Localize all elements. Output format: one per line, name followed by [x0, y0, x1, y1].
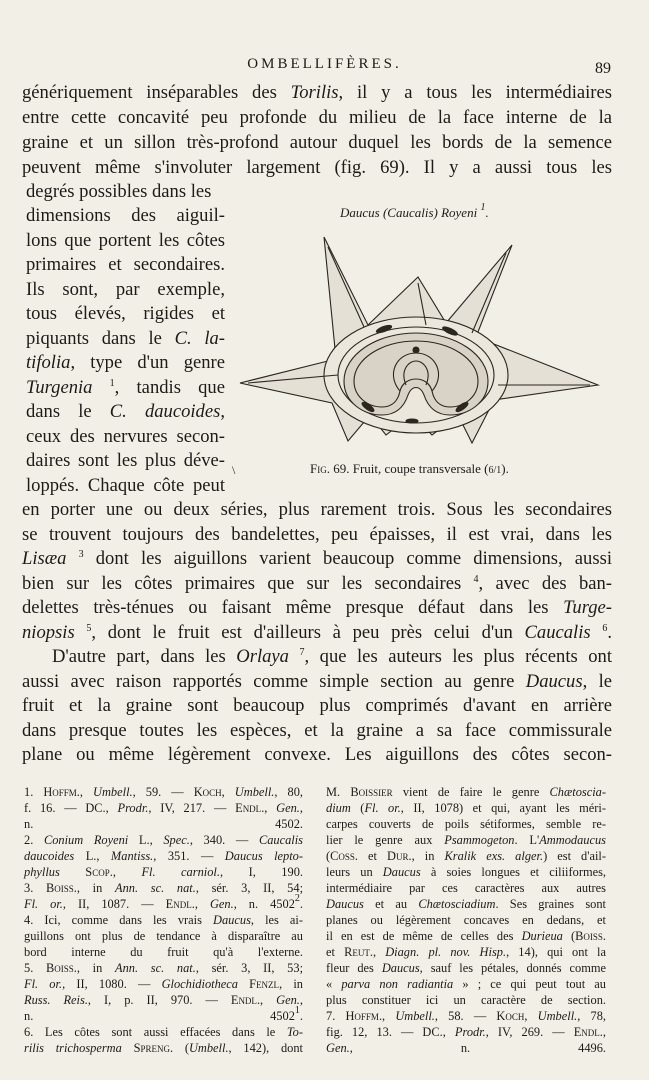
body-line: niopsis $^5$, dont le fruit est d'ailleurs à peu près celui d'un Caucalis $^6$. [22, 622, 612, 643]
body-line: ceux des nervures secon- [26, 426, 225, 447]
footnote-line: phyllus Scop., Fl. carniol., I, 190. [24, 865, 303, 879]
body-line: entre cette concavité peu profonde du milieu de la face interne de la [22, 107, 612, 128]
footnote-line: leurs un Daucus à soies longues et ciliiformes, [326, 865, 606, 879]
body-line: lons que portent les côtes [26, 230, 225, 251]
footnote-line: Fl. or., II, 1087. — Endl., Gen., n. 4502$^2$. [24, 893, 303, 911]
body-line: bien sur les côtes primaires que sur les secondaires $^4$, avec des ban- [22, 573, 612, 594]
footnote-line: 2. Conium Royeni L., Spec., 340. — Caucalis [24, 833, 303, 847]
figure-caption: Fig. 69. Fruit, coupe transversale (6/1). [310, 461, 509, 476]
footnote-line: et Reut., Diagn. pl. nov. Hisp., 14), qui ont la [326, 945, 606, 959]
body-line: en porter une ou deux séries, plus rarement trois. Sous les secondaires [22, 499, 612, 520]
footnote-line: daucoides L., Mantiss., 351. — Daucus lepto- [24, 849, 304, 863]
body-line: se trouvent toujours des bandelettes, peu épaisses, il est vrai, dans les [22, 524, 612, 545]
page-number: 89 [595, 60, 611, 77]
footnote-line: fig. 12, 13. — DC., Prodr., IV, 269. — Endl., [326, 1025, 606, 1039]
body-line: D'autre part, dans les Orlaya $^7$, que les auteurs les plus récents ont [52, 646, 612, 667]
footnote-line: dium (Fl. or., II, 1078) et qui, ayant les méri- [326, 801, 606, 815]
body-line: dans presque toutes les espèces, et la graine a sa face commissurale [22, 720, 612, 741]
figure-title: Daucus (Caucalis) Royeni $^1$. [340, 202, 489, 220]
footnote-line: 6. Les côtes sont aussi effacées dans le To- [24, 1025, 303, 1039]
body-line: fruit et la graine sont beaucoup plus comprimés d'avant en arrière [22, 695, 612, 716]
body-line: graine et un sillon très-profond autour duquel les bords de la semence [22, 132, 612, 153]
footnote-line: intermédiaire par ces caractères aux autres [326, 881, 606, 895]
footnote-line: n. 4502$^1$. [24, 1005, 303, 1023]
footnote-line: planes ou légèrement concaves en dedans, et [326, 913, 606, 927]
footnote-line: f. 16. — DC., Prodr., IV, 217. — Endl., Gen., [24, 801, 303, 815]
body-line: Ils sont, par exemple, [26, 279, 225, 300]
footnote-line: 1. Hoffm., Umbell., 59. — Koch, Umbell., 80, [24, 785, 303, 799]
footnote-line: Gen., n. 4496. [326, 1041, 606, 1055]
body-line: loppés. Chaque côte peut [26, 475, 225, 496]
footnote-line: 4. Ici, comme dans les vrais Daucus, les ai- [24, 913, 303, 927]
body-line: génériquement inséparables des Torilis, il y a tous les intermédiaires [22, 82, 612, 103]
footnote-line: (Coss. et Dur., in Kralik exs. alger.) est d'ail- [326, 849, 607, 863]
footnote-line: Russ. Reis., I, p. II, 970. — Endl., Gen., [24, 993, 303, 1007]
footnote-line: carpes couverts de poils sétiformes, semble re- [326, 817, 606, 831]
footnote-line: Fl. or., II, 1080. — Glochidiotheca Fenzl, in [24, 977, 303, 991]
body-line: degrés possibles dans les [26, 181, 212, 202]
body-line: peuvent même s'involuter largement (fig. 69). Il y a aussi tous les [22, 157, 612, 178]
body-line: tous élevés, rigides et [26, 303, 225, 324]
footnote-line: bord interne du fruit qu'à l'externe. [24, 945, 303, 959]
footnote-line: fleur des Daucus, sauf les pétales, donnés comme [326, 961, 606, 975]
footnote-line: n. 4502. [24, 817, 303, 831]
footnote-line: rilis trichosperma Spreng. (Umbell., 142), dont [24, 1041, 303, 1055]
stray-mark: \ [232, 463, 236, 477]
footnote-line: lier le genre aux Psammogeton. L'Ammodaucus [326, 833, 606, 847]
body-line: Lisæa $^3$ dont les aiguillons varient beaucoup comme dimensions, aussi [22, 548, 612, 569]
body-line: primaires et secondaires. [26, 254, 225, 275]
running-head: OMBELLIFÈRES. [247, 56, 402, 72]
body-line: dimensions des aiguil- [26, 205, 225, 226]
body-line: plane ou même légèrement convexe. Les aiguillons des côtes secon- [22, 744, 612, 765]
body-line: daires sont les plus déve- [26, 450, 225, 471]
footnote-line: 7. Hoffm., Umbell., 58. — Koch, Umbell., 78, [326, 1009, 606, 1023]
body-line: tifolia, type d'un genre [26, 352, 225, 373]
body-line: aussi avec raison rapportés comme simple section au genre Daucus, le [22, 671, 612, 692]
footnote-line: guillons ont plus de tendance à disparaître au [24, 929, 303, 943]
footnote-line: il en est de même de celles des Durieua (Boiss. [326, 929, 606, 943]
footnote-line: plus constituer ici un caractère de section. [326, 993, 606, 1007]
footnote-line: 3. Boiss., in Ann. sc. nat., sér. 3, II, 54; [24, 881, 304, 895]
body-line: dans le C. daucoides, [26, 401, 225, 422]
body-line: Turgenia $^1$, tandis que [26, 377, 225, 398]
body-line: piquants dans le C. la- [26, 328, 225, 349]
footnote-line: Daucus et au Chætosciadium. Ses graines sont [326, 897, 606, 911]
fruit-cross-section-illustration [236, 225, 602, 455]
body-line: delettes très-ténues ou faisant même presque défaut dans les Turge- [22, 597, 612, 618]
footnote-line: 5. Boiss., in Ann. sc. nat., sér. 3, II, 53; [24, 961, 304, 975]
footnote-line: « parva non radiantia » ; ce qui peut tout au [326, 977, 606, 991]
footnote-line: M. Boissier vient de faire le genre Chætoscia- [326, 785, 606, 799]
